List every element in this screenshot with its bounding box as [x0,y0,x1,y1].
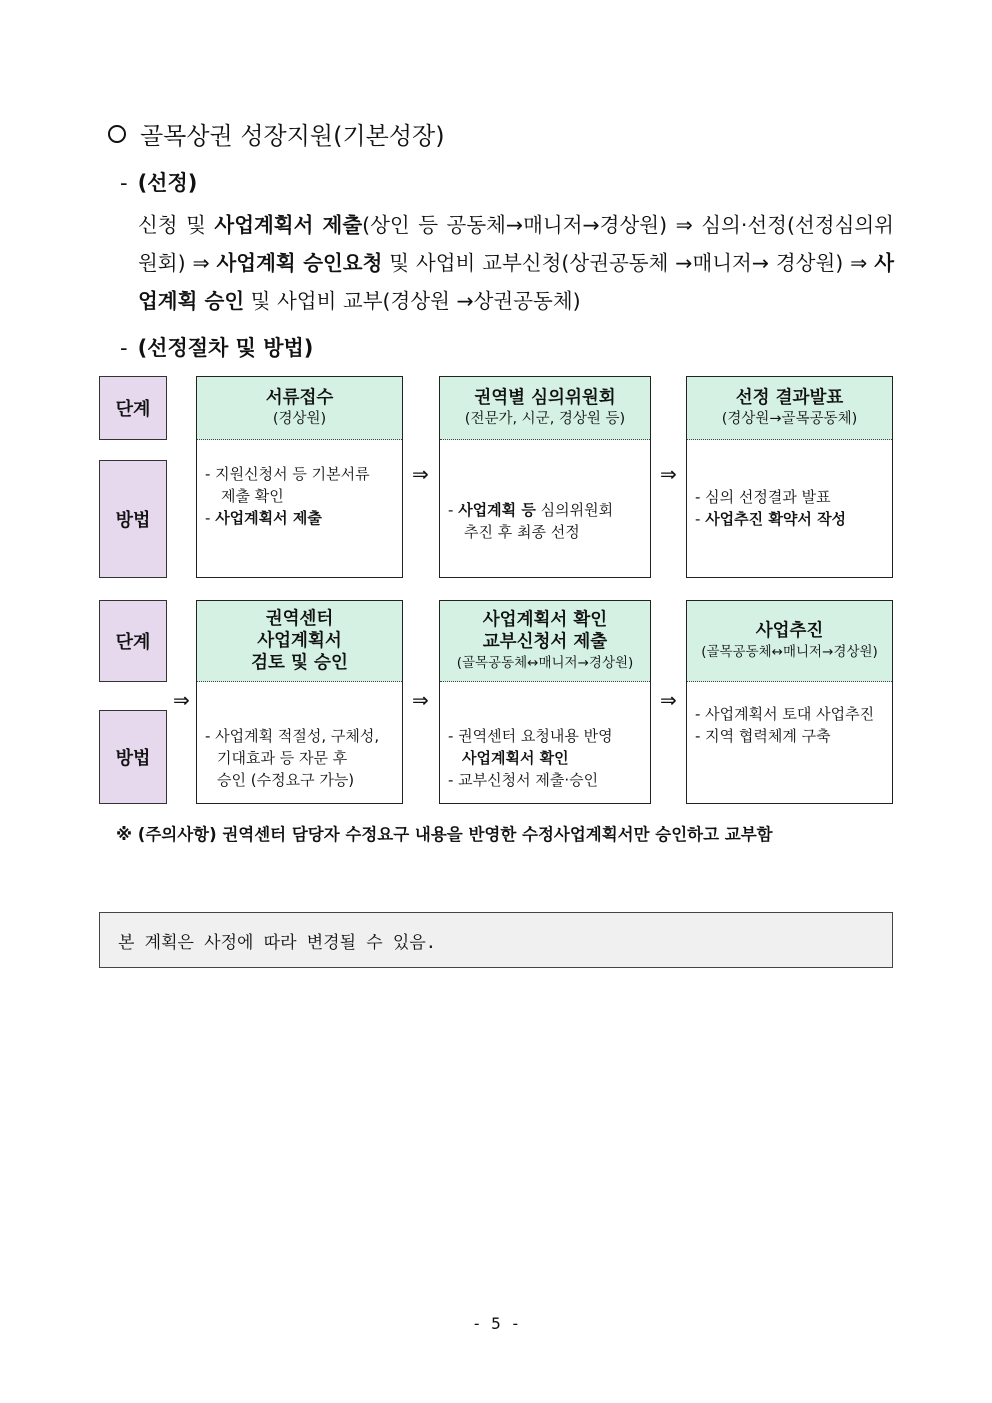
card-title: 선정 결과발표 [735,388,844,408]
para-text: 신청 및 [138,213,215,237]
para-text: (상인 등 공동체→매니저→경상원) ⇒ 심의·선정(선정심의위원회) ⇒ [138,213,894,275]
dash: - [205,509,216,527]
subheading-procedure [120,332,313,362]
page-number: - 5 - [471,1314,521,1333]
card-line: - 지역 협력체계 구축 [695,727,831,745]
card-title: 사업계획서 [257,631,342,651]
card-title: 교부신청서 제출 [482,632,608,652]
card-header [197,377,402,440]
card-line [448,747,644,769]
card-document-receipt [196,376,403,578]
card-header [687,377,892,440]
arrow-icon: ⇒ [412,462,429,486]
circle-bullet-icon [108,125,126,143]
subheading-selection [120,167,197,197]
card-project-execution [686,600,893,804]
card-plan-confirmation [439,600,651,804]
section-heading-text: 골목상권 성장지원(기본성장) [140,122,445,150]
row2-method-label: 방법 [99,710,167,804]
row1-method-label: 방법 [99,460,167,578]
card-body [687,682,892,802]
notice-box [99,912,893,968]
card-line [448,499,644,521]
card-line-bold: 사업계획서 확인 [462,749,569,767]
para-bold: 사업계획서 제출 [214,213,363,237]
card-line: 승인 (수정요구 가능) [217,771,355,789]
card-header [687,601,892,682]
card-subtitle: (골목공동체↔매니저→경상원) [456,655,634,671]
subheading-selection-text: (선정) [137,171,198,195]
dash: - [695,510,706,528]
card-body [197,440,402,576]
card-title: 서류접수 [265,388,334,408]
card-title: 권역센터 [265,609,334,629]
card-subtitle: (골목공동체↔매니저→경상원) [701,644,878,660]
subheading-procedure-text: (선정절차 및 방법) [137,336,314,360]
card-body [440,440,650,576]
card-line-bold: 사업계획서 제출 [215,509,322,527]
card-title: 권역별 심의위원회 [474,388,616,408]
card-title: 검토 및 승인 [251,653,348,673]
dash: - [120,171,128,195]
card-selection-results [686,376,893,578]
card-line: - 교부신청서 제출·승인 [448,771,599,789]
card-line [205,507,396,529]
arrow-icon: ⇒ [412,688,429,712]
card-line: 추진 후 최종 선정 [464,523,580,541]
card-body [687,440,892,576]
section-heading [108,116,445,151]
row1-stage-label: 단계 [99,376,167,440]
card-title: 사업추진 [755,621,824,641]
card-title: 사업계획서 확인 [482,610,608,630]
para-bold: 사업계획 승인 [138,251,894,313]
dash: - [120,336,128,360]
card-regional-committee [439,376,651,578]
card-subtitle: (경상원) [272,411,327,427]
card-line-bold: 사업계획 등 [458,501,536,519]
dash: - [448,501,459,519]
card-line: - 사업계획 적절성, 구체성, [205,727,380,745]
row2-stage-label: 단계 [99,600,167,682]
card-line: - 사업계획서 토대 사업추진 [695,705,875,723]
card-line: 기대효과 등 자문 후 [217,749,348,767]
card-center-review [196,600,403,804]
para-bold: 사업계획 승인요청 [216,251,383,275]
card-subtitle: (전문가, 시군, 경상원 등) [464,411,626,427]
card-line-text: 심의위원회 [535,501,614,519]
card-line: - 지원신청서 등 기본서류 [205,465,370,483]
card-header [197,601,402,682]
para-text: 및 사업비 교부신청(상권공동체 →매니저→ 경상원) ⇒ [382,251,875,275]
card-line-bold: 사업추진 확약서 작성 [705,510,847,528]
card-line: - 심의 선정결과 발표 [695,488,831,506]
card-header [440,377,650,440]
card-subtitle: (경상원→골목공동체) [721,411,858,427]
selection-paragraph [138,206,894,320]
card-line: 제출 확인 [221,487,284,505]
notice-text: 본 계획은 사정에 따라 변경될 수 있음. [118,932,436,953]
card-body [440,682,650,802]
card-body [197,682,402,802]
arrow-icon: ⇒ [660,688,677,712]
card-header [440,601,650,682]
caution-note: ※ (주의사항) 권역센터 담당자 수정요구 내용을 반영한 수정사업계획서만 승인하고 교부함 [116,825,773,844]
arrow-icon: ⇒ [660,462,677,486]
card-line: - 권역센터 요청내용 반영 [448,727,613,745]
arrow-icon: ⇒ [173,688,190,712]
para-text: 및 사업비 교부(경상원 →상권공동체) [244,289,581,313]
card-line [695,508,886,530]
